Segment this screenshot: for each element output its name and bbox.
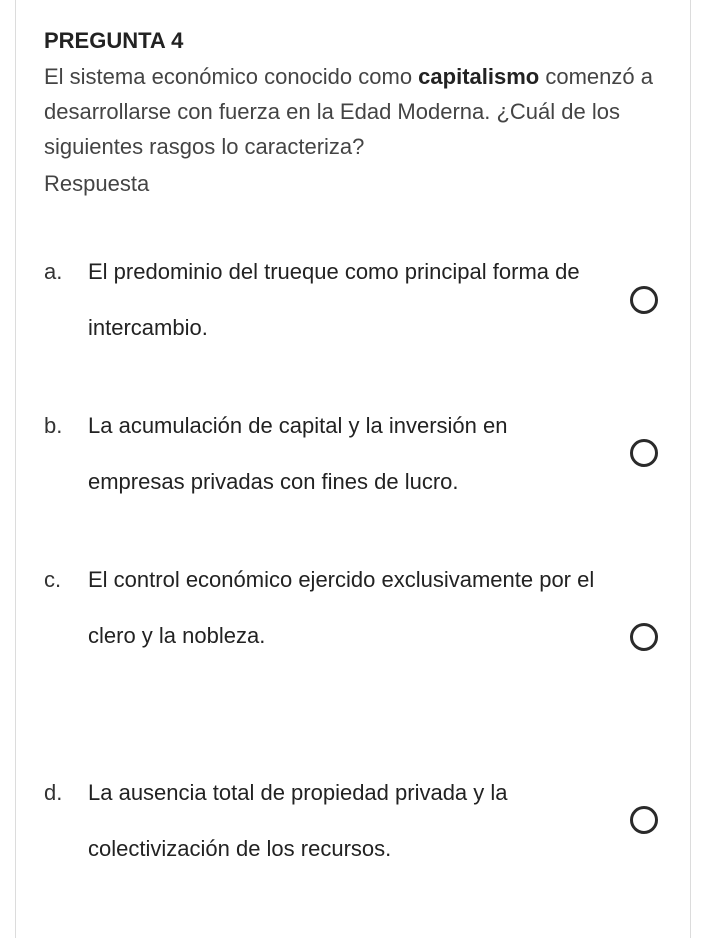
question-text-part: El sistema económico conocido como bbox=[44, 64, 419, 89]
question-title: PREGUNTA 4 bbox=[44, 28, 184, 53]
option-letter: d. bbox=[44, 780, 63, 805]
option-text: El predominio del trueque como principal forma de intercambio. bbox=[88, 259, 580, 340]
option-letter: b. bbox=[44, 413, 63, 438]
option-text: El control económico ejercido exclusivamente por el clero y la nobleza. bbox=[88, 567, 595, 648]
radio-button-b[interactable] bbox=[630, 439, 658, 467]
question-text bbox=[44, 59, 674, 164]
option-text: La ausencia total de propiedad privada y la colectivización de los recursos. bbox=[88, 780, 508, 861]
question-text-part: comenzó a desarrollarse con fuerza en la Edad Moderna. ¿Cuál de los siguientes rasgos lo caracteriza? bbox=[44, 64, 653, 159]
option-text: La acumulación de capital y la inversión en empresas privadas con fines de lucro. bbox=[88, 413, 508, 494]
option-letter: c. bbox=[44, 567, 62, 592]
radio-button-a[interactable] bbox=[630, 286, 658, 314]
radio-button-c[interactable] bbox=[630, 623, 658, 651]
question-text-keyword: capitalismo bbox=[418, 64, 540, 89]
option-letter: a. bbox=[44, 259, 63, 284]
radio-button-d[interactable] bbox=[630, 806, 658, 834]
answer-label: Respuesta bbox=[44, 171, 150, 196]
